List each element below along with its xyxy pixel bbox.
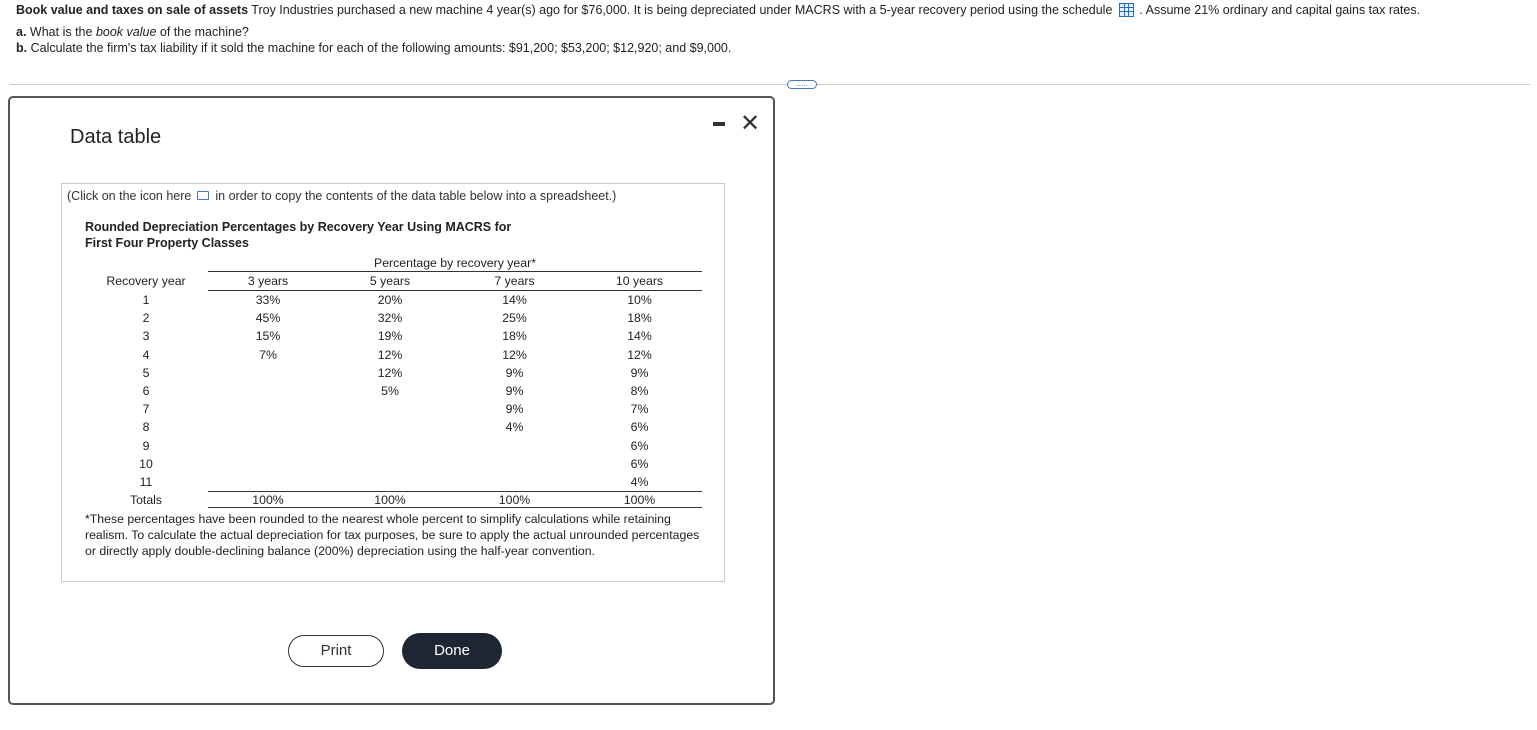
col-header: 7 years — [452, 272, 577, 291]
percentage-cell: 7% — [630, 402, 649, 417]
table-title-line1: Rounded Depreciation Percentages by Recovery Year Using MACRS for — [85, 220, 512, 234]
percentage-cell: 4% — [505, 420, 524, 435]
percentage-cell — [208, 455, 328, 473]
percentage-cell: 18% — [627, 311, 652, 326]
minimize-icon[interactable] — [713, 122, 725, 126]
table-row — [84, 364, 702, 382]
percentage-cell: 14% — [502, 293, 527, 308]
col-header: 3 years — [208, 272, 328, 291]
percentage-cell: 20% — [377, 293, 403, 308]
percentage-cell: 6% — [630, 456, 649, 471]
footnote: *These percentages have been rounded to the nearest whole percent to simplify calculations while retaining realism. To calculate the actual depreciation for tax purposes, be sure to apply the actual unrounded percentages or directly apply double-declining balance (200%) depreciation using the half-year convention. — [85, 512, 700, 558]
header-row — [84, 272, 702, 291]
question-text-after: . Assume 21% ordinary and capital gains tax rates. — [1139, 3, 1421, 17]
percentage-cell: 25% — [502, 311, 527, 326]
percentage-cell: 12% — [502, 347, 527, 362]
percentage-cell — [208, 382, 328, 400]
done-button[interactable]: Done — [402, 633, 502, 669]
print-button[interactable]: Print — [288, 635, 384, 667]
table-row — [84, 291, 702, 310]
totals-row — [84, 492, 702, 508]
part-a-text-end: of the machine? — [159, 25, 249, 39]
percentage-cell: 14% — [627, 329, 652, 344]
part-a-italic: book value — [95, 25, 157, 39]
table-row — [84, 400, 702, 418]
recovery-year-cell: 7 — [142, 402, 150, 417]
percentage-cell — [452, 437, 577, 455]
part-b-prefix: b. — [16, 41, 28, 55]
percentage-cell: 45% — [255, 311, 281, 326]
percentage-cell: 10% — [627, 293, 652, 308]
copy-icon[interactable] — [197, 191, 209, 200]
question-line — [16, 3, 1420, 17]
percentage-cell — [452, 455, 577, 473]
percentage-cell — [208, 364, 328, 382]
copy-text-before: (Click on the icon here — [67, 189, 192, 203]
percentage-cell: 8% — [630, 384, 649, 399]
part-a — [16, 25, 249, 39]
percentage-cell — [452, 473, 577, 492]
totals-cell: 100% — [208, 492, 328, 508]
copy-instruction — [67, 189, 616, 203]
percentage-cell: 19% — [377, 329, 403, 344]
percentage-cell: 12% — [377, 347, 403, 362]
recovery-year-cell: 6 — [142, 384, 150, 399]
percentage-cell: 15% — [255, 329, 281, 344]
percentage-cell — [208, 400, 328, 418]
percentage-cell: 9% — [630, 365, 649, 380]
question-text: Troy Industries purchased a new machine 4 year(s) ago for $76,000. It is being depreciated under MACRS with a 5-year recovery period using the schedule — [251, 3, 1113, 17]
col-header: 5 years — [328, 272, 452, 291]
recovery-year-cell: 10 — [139, 456, 153, 471]
close-icon[interactable]: ✕ — [740, 110, 761, 137]
more-button[interactable]: ..... — [787, 80, 817, 89]
col-header: Recovery year — [106, 274, 186, 288]
recovery-year-cell: 9 — [142, 438, 150, 453]
totals-cell: 100% — [577, 492, 702, 508]
part-b-text: Calculate the firm's tax liability if it sold the machine for each of the following amounts: $91,200; $53,200; $12,920; and $9,000. — [30, 41, 732, 55]
group-header: Percentage by recovery year* — [374, 255, 536, 270]
percentage-cell: 9% — [505, 402, 524, 417]
totals-cell: Totals — [129, 492, 163, 507]
percentage-cell — [208, 418, 328, 436]
part-a-text: What is the — [29, 25, 93, 39]
table-title — [85, 219, 511, 251]
percentage-cell — [208, 437, 328, 455]
data-table-dialog — [8, 96, 775, 705]
totals-cell: 100% — [328, 492, 452, 508]
table-row — [84, 473, 702, 492]
recovery-year-cell: 5 — [142, 365, 150, 380]
table-row — [84, 455, 702, 473]
percentage-cell: 9% — [505, 365, 524, 380]
table-title-line2: First Four Property Classes — [85, 236, 249, 250]
dialog-title: Data table — [70, 126, 162, 148]
percentage-cell — [208, 473, 328, 492]
table-row — [84, 327, 702, 345]
recovery-year-cell: 8 — [142, 420, 150, 435]
percentage-cell — [328, 473, 452, 492]
recovery-year-cell: 3 — [142, 329, 150, 344]
totals-cell: 100% — [452, 492, 577, 508]
recovery-year-cell: 2 — [142, 311, 150, 326]
percentage-cell: 6% — [630, 438, 649, 453]
col-header: 10 years — [577, 272, 702, 291]
percentage-cell: 5% — [381, 384, 399, 399]
table-row — [84, 309, 702, 327]
recovery-year-cell: 1 — [142, 292, 150, 307]
copy-text-after: in order to copy the contents of the data table below into a spreadsheet.) — [215, 189, 617, 203]
percentage-cell: 33% — [255, 293, 281, 308]
percentage-cell: 7% — [259, 347, 277, 362]
percentage-cell: 12% — [377, 365, 403, 380]
recovery-year-cell: 4 — [142, 347, 150, 362]
table-row — [84, 437, 702, 455]
part-b — [16, 41, 731, 55]
percentage-cell: 6% — [630, 420, 649, 435]
percentage-cell — [328, 418, 452, 436]
part-a-prefix: a. — [16, 25, 27, 39]
data-table-panel — [61, 183, 725, 582]
divider — [10, 84, 1530, 85]
percentage-cell: 4% — [630, 474, 649, 489]
macrs-table — [84, 254, 702, 508]
percentage-cell — [328, 437, 452, 455]
percentage-cell: 9% — [505, 384, 524, 399]
percentage-cell: 12% — [627, 347, 652, 362]
table-row — [84, 346, 702, 364]
percentage-cell: 18% — [502, 329, 527, 344]
percentage-cell — [328, 400, 452, 418]
question-title: Book value and taxes on sale of assets — [16, 3, 249, 17]
table-row — [84, 382, 702, 400]
recovery-year-cell: 11 — [139, 475, 153, 490]
table-row — [84, 418, 702, 436]
percentage-cell — [328, 455, 452, 473]
percentage-cell: 32% — [377, 311, 403, 326]
table-grid-icon[interactable] — [1119, 3, 1134, 17]
